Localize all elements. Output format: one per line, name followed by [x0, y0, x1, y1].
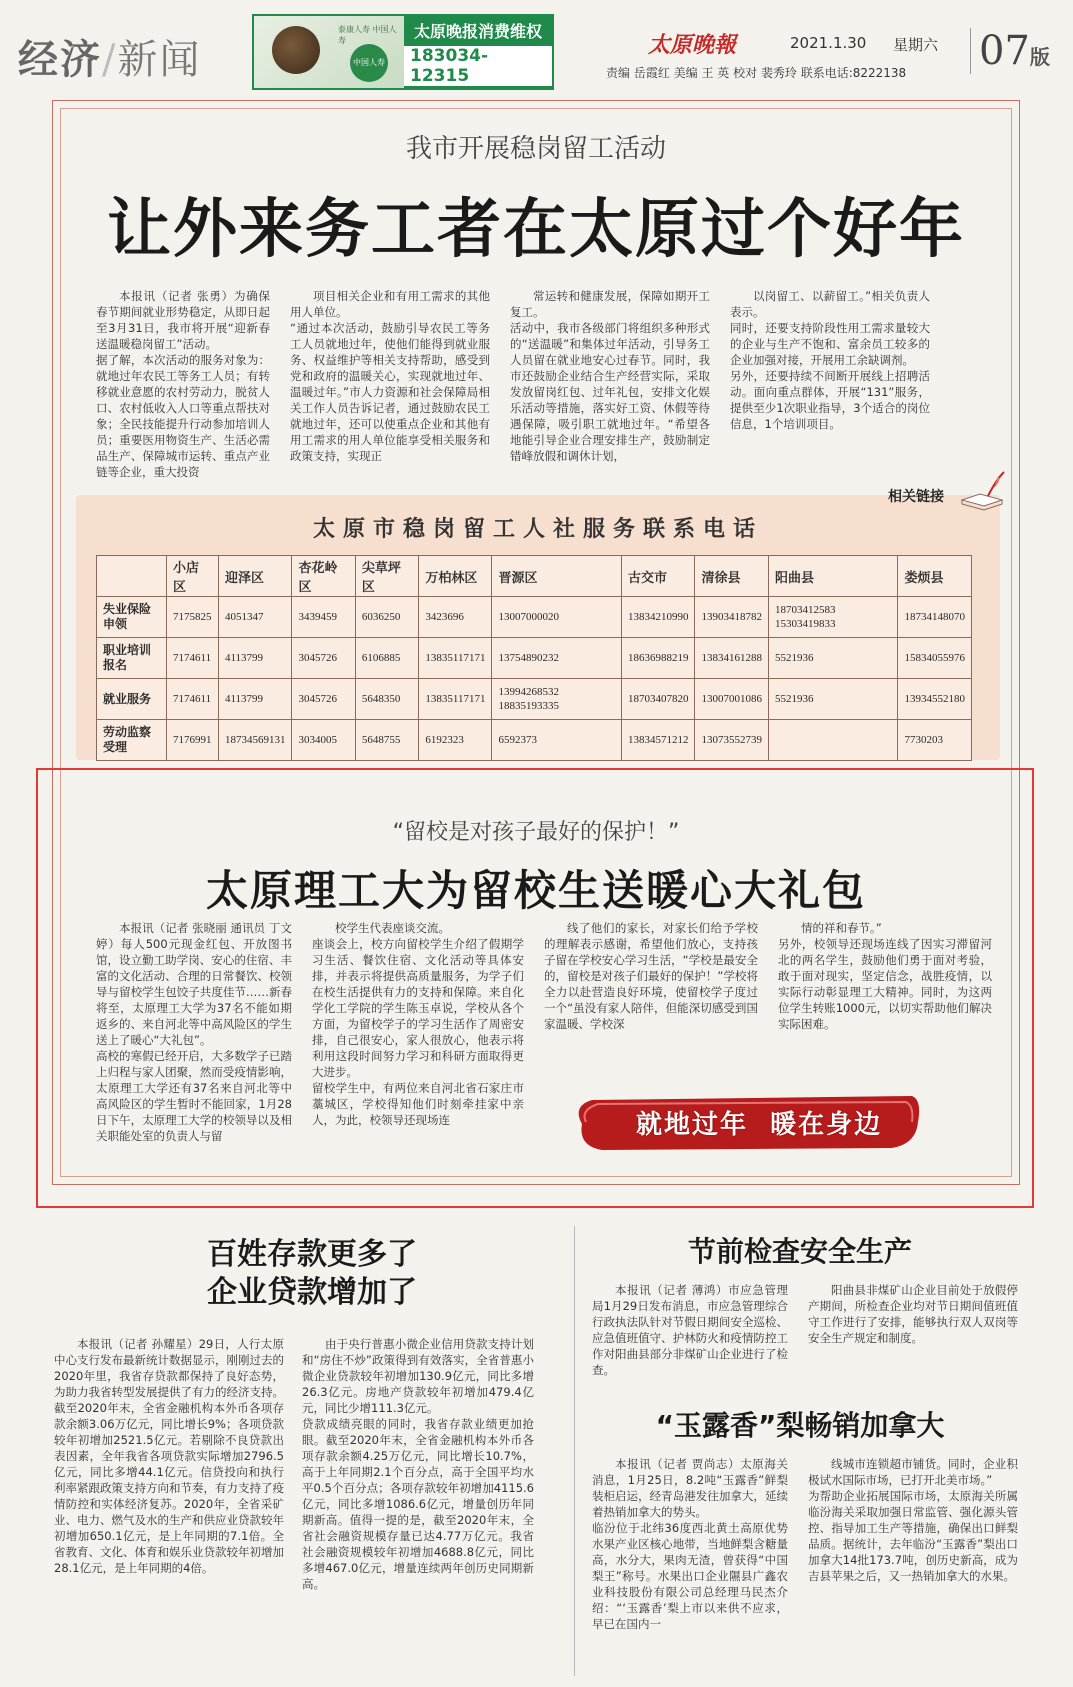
- story5-headline: “玉露香”梨畅销加拿大: [655, 1409, 945, 1442]
- table-header-cell: 小店区: [167, 556, 219, 597]
- table-cell: 3045726: [292, 679, 355, 720]
- table-header-cell: 晋源区: [492, 556, 622, 597]
- table-row-label: 就业服务: [97, 679, 167, 720]
- story5-col2: [808, 1456, 1018, 1681]
- table-header-cell: 阳曲县: [768, 556, 898, 597]
- story3-col1: [54, 1336, 284, 1681]
- ad-text: [404, 16, 552, 88]
- story2-col2: [312, 920, 524, 1160]
- table-cell: 18703412583 15303419833: [768, 597, 898, 638]
- edition-value: 07: [979, 28, 1030, 74]
- table-cell: 13835117171: [419, 679, 492, 720]
- story3-col2-text: 由于央行普惠小微企业信用贷款支持计划和“房住不炒”政策得到有效落实，全省普惠小微企业贷款较年初增加130.9亿元，同比多增26.3亿元。房地产贷款较年初增加479.4亿元，同比少增111.3亿元。 贷款成绩亮眼的同时，我省存款业绩更加抢眼。截至2020年末，全省金融机构本外币各项存款余额4.25万亿元，同比增长10.7%，高于上年同期2.1个百分点，高于全国平均水平0.5个百分点；各项存款较年初增加4115.6亿元，同比多增1086.6亿元，增量创历年同期新高。值得一提的是，截至2020年末，全省社会融资规模存量已达4.77万亿元。我省社会融资规模较年初增加4688.8亿元，同比多增467.0亿元，增量连续两年创历史同期新高。: [302, 1337, 534, 1591]
- table-row: [97, 638, 972, 679]
- story3-col2: [302, 1336, 534, 1681]
- table-cell: 3045726: [292, 638, 355, 679]
- story1-col4-text: 以岗留工、以薪留工。”相关负责人表示。 同时，还要支持阶段性用工需求量较大的企业与生产不饱和、富余员工较多的企业加强对接，开展用工余缺调剂。 另外，还要持续不间断开展线上招聘活动。面向重点群体，开展“131”服务，提供至少1次职业指导，3个适合的岗位信息，1个培训项目。: [730, 289, 930, 431]
- table-cell: 13007000020: [492, 597, 622, 638]
- table-cell: 13073552739: [695, 720, 769, 761]
- table-cell: 7175825: [167, 597, 219, 638]
- table-cell: 5648350: [355, 679, 418, 720]
- issue-weekday: 星期六: [893, 36, 939, 54]
- story1-col2-text: 项目相关企业和有用工需求的其他用人单位。 “通过本次活动，鼓励引导农民工等务工人员就地过年，使他们能得到就业服务、权益维护等相关支持帮助，感受到党和政府的温暖关心，实现就地过年、温暖过年。”市人力资源和社会保障局相关工作人员告诉记者，通过鼓励农民工就地过年，还可以使重点企业和其他有用工需求的用人单位能享受相关服务和政策支持，实现正: [290, 289, 490, 463]
- related-link-tag: 相关链接: [888, 489, 944, 505]
- story2-headline: 太原理工大为留校生送暖心大礼包: [205, 866, 866, 915]
- ad-small-text: 泰康人寿 中国人寿: [338, 25, 397, 45]
- table-header-cell: 迎泽区: [218, 556, 292, 597]
- table-cell: 6106885: [355, 638, 418, 679]
- table-row-label: 职业培训报名: [97, 638, 167, 679]
- story3-headline-line1: 百姓存款更多了: [207, 1237, 417, 1272]
- table-cell: 18734569131: [218, 720, 292, 761]
- table-header-cell: 娄烦县: [898, 556, 972, 597]
- story1-col2: [290, 288, 490, 463]
- table-cell: 13994268532 18835193335: [492, 679, 622, 720]
- table-cell: 13834161288: [695, 638, 769, 679]
- story5-col1: [592, 1456, 788, 1681]
- section-sub: 新闻: [117, 37, 202, 83]
- column-divider: [574, 1226, 575, 1676]
- section-name: 经济/新闻: [18, 36, 202, 83]
- table-cell: 18636988219: [621, 638, 695, 679]
- banner-text: 就地过年 暖在身边: [636, 1110, 883, 1140]
- table-cell: 18734148070: [898, 597, 972, 638]
- table-cell: 13835117171: [419, 638, 492, 679]
- story1-headline: 让外来务工者在太原过个好年: [107, 193, 965, 267]
- story2-col1-text: 本报讯（记者 张晓丽 通讯员 丁文婷）每人500元现金红包、开放图书馆，设立勤工助学岗、安心的住宿、丰富的文化活动、合理的日常餐饮、校领导与留校学生包饺子共度佳节……新春将至，太原理工大学为37名不能如期返乡的、来自河北等中高风险区的学生送上了暖心“大礼包”。 高校的寒假已经开启，大多数学子已踏上归程与家人团聚，然而受疫情影响，太原理工大学还有37名来自河北等中高风险区的学生暂时不能回家，1月28日下午，太原理工大学的校领导以及相关职能处室的负责人与留: [96, 921, 292, 1143]
- story3-col1-text: 本报讯（记者 孙耀星）29日，人行太原中心支行发布最新统计数据显示，刚刚过去的2020年里，我省存贷款都保持了良好态势，为助力我省转型发展提供了有力的经济支持。 截至2020年末，全省金融机构本外币各项存款余额3.06万亿元，同比增长9%；各项贷款较年初增加2521.5亿元。若剔除不良贷款出表因素，全年我省各项贷款实际增加2796.5亿元，同比多增44.1亿元。信贷投向和执行利率紧跟政策支持方向和节奏，有力支持了疫情防控和实体经济复苏。2020年，全省采矿业、电力、燃气及水的生产和供应业贷款较年初增加650.1亿元，是上年同期的7.1倍。全省教育、文化、体育和娱乐业贷款较年初增加28.1亿元，是上年同期的4倍。: [54, 1337, 284, 1575]
- contact-table: [96, 555, 972, 761]
- table-cell: 13934552180: [898, 679, 972, 720]
- table-row-label: 失业保险申领: [97, 597, 167, 638]
- table-cell: 13903418782: [695, 597, 769, 638]
- table-cell: [768, 720, 898, 761]
- table-cell: 3034005: [292, 720, 355, 761]
- section-main: 经济: [18, 36, 102, 83]
- story1-kicker: 我市开展稳岗留工活动: [405, 134, 666, 164]
- story2-col3-text: 线了他们的家长，对家长们给予学校的理解表示感谢，希望他们放心，支持孩子留在学校安心学习生活，“学校是最安全的，留校是对孩子们最好的保护！”学校将全力以赴营造良好环境，使留校学子度过一个“虽没有家人陪伴，但能深切感受到国家温暖、学校深: [544, 921, 758, 1031]
- story2-col2-text: 校学生代表座谈交流。 座谈会上，校方向留校学生介绍了假期学习生活、餐饮住宿、文化活动等具体安排，并表示将提供高质量服务，为学子们在校生活提供有力的支持和保障。来自化学化工学院的学生陈玉卓说，学校从各个方面，为留校学子的学习生活作了周密安排，自己很安心，家人很放心，他表示将利用这段时间努力学习和科研方面取得更大进步。 留校学生中，有两位来自河北省石家庄市藁城区，学校得知他们时刻牵挂家中亲人，为此，校领导还现场连: [312, 921, 524, 1127]
- story2-kicker: “留校是对孩子最好的保护！”: [392, 820, 680, 845]
- table-row: [97, 720, 972, 761]
- story4-col2-text: 阳曲县非煤矿山企业目前处于放假停产期间，所检查企业均对节日期间值班值守工作进行了安排，能够执行双人双岗等安全生产规定和制度。: [808, 1283, 1018, 1345]
- paper-logo: 太原晚報: [648, 32, 737, 58]
- ad-logo-icon: 中国人寿: [350, 44, 388, 82]
- table-row: [97, 679, 972, 720]
- ad-banner[interactable]: [252, 14, 554, 90]
- table-cell: 3423696: [419, 597, 492, 638]
- story2-col1: [96, 920, 292, 1160]
- story3-headline: [52, 1236, 572, 1312]
- table-header-cell: 尖草坪区: [355, 556, 418, 597]
- table-header-row: [97, 556, 972, 597]
- table-cell: 3439459: [292, 597, 355, 638]
- table-cell: 7174611: [167, 638, 219, 679]
- table-header-cell: 古交市: [621, 556, 695, 597]
- story4-col1: [592, 1282, 788, 1382]
- contact-table-title: 太原市稳岗留工人社服务联系电话: [312, 516, 763, 542]
- story1-col1-text: 本报讯（记者 张勇）为确保春节期间就业形势稳定，从即日起至3月31日，我市将开展“迎新春送温暖稳岗留工”活动。 据了解，本次活动的服务对象为：就地过年农民工等务工人员；有转移就业意愿的农村劳动力，脱贫人口、农村低收入人口等重点帮扶对象；全民技能提升行动参加培训人员；重要医用物资生产、生活必需品生产、保障城市运转、重点产业链等企业，重大投资: [96, 289, 270, 479]
- story2-col4: [778, 920, 992, 1080]
- story5-col2-text: 线城市连锁超市铺货。同时，企业积极试水国际市场，已打开北美市场。” 为帮助企业拓展国际市场，太原海关所属临汾海关采取加强日常监管、强化源头管控、指导加工生产等措施，确保出口鲜梨品质。据统计，去年临汾“玉露香”梨出口加拿大14批173.7吨，创历史新高，成为吉县苹果之后，又一热销加拿大的水果。: [808, 1457, 1018, 1583]
- table-cell: 5648755: [355, 720, 418, 761]
- table-cell: 7730203: [898, 720, 972, 761]
- table-cell: 13007001086: [695, 679, 769, 720]
- story4-headline: 节前检查安全生产: [687, 1235, 912, 1268]
- table-cell: 15834055976: [898, 638, 972, 679]
- table-cell: 18703407820: [621, 679, 695, 720]
- credits-line: 责编 岳霞红 美编 王 英 校对 裴秀玲 联系电话:8222138: [606, 66, 907, 80]
- story1-col3: [510, 288, 710, 463]
- issue-date: 2021.1.30: [790, 34, 867, 52]
- table-cell: 7176991: [167, 720, 219, 761]
- story2-col4-text: 情的祥和春节。” 另外，校领导还现场连线了因实习滞留河北的两名学生，鼓励他们勇于面对考验，敢于面对现实，坚定信念，战胜疫情，以实际行动彰显理工大精神。同时，为这两位学生转账1000元，以切实帮助他们解决实际困难。: [778, 921, 992, 1031]
- table-header-cell: 杏花岭区: [292, 556, 355, 597]
- story1-col3-text: 常运转和健康发展，保障如期开工复工。 活动中，我市各级部门将组织多种形式的“送温暖”和集体过年活动，引导务工人员留在就业地安心过春节。同时，我市还鼓励企业结合生产经营实际，采取发放留岗红包、过年礼包，安排文化娱乐活动等措施，落实好工资、休假等待遇保障，吸引职工就地过年。“希望各地能引导企业合理安排生产，鼓励制定错峰放假和调休计划，: [510, 289, 710, 463]
- table-header-cell: 万柏林区: [419, 556, 492, 597]
- table-cell: 4113799: [218, 638, 292, 679]
- story4-col2: [808, 1282, 1018, 1382]
- ad-title: 太原晚报消费维权: [413, 21, 542, 41]
- ad-image: [254, 16, 404, 88]
- table-row-label: 劳动监察受理: [97, 720, 167, 761]
- table-cell: 6592373: [492, 720, 622, 761]
- table-cell: 6192323: [419, 720, 492, 761]
- table-header-cell: [97, 556, 167, 597]
- edition-unit: 版: [1029, 45, 1050, 69]
- table-cell: 6036250: [355, 597, 418, 638]
- table-cell: 4051347: [218, 597, 292, 638]
- table-row: [97, 597, 972, 638]
- ad-phone: 183034-12315: [404, 46, 552, 86]
- table-cell: 13834571212: [621, 720, 695, 761]
- table-header-cell: 清徐县: [695, 556, 769, 597]
- table-cell: 13834210990: [621, 597, 695, 638]
- ad-photo-icon: [272, 26, 320, 74]
- story3-headline-line2: 企业贷款增加了: [207, 1275, 417, 1310]
- story5-col1-text: 本报讯（记者 贾尚志）太原海关消息，1月25日，8.2吨“玉露香”鲜梨装柜启运，经青岛港发往加拿大，延续着热销加拿大的势头。 临汾位于北纬36度西北黄土高原优势水果产业区核心地带，当地鲜梨含糖量高，水分大，果肉无渣，曾获得“中国梨王”称号。水果出口企业隰县广鑫农业科技股份有限公司总经理马民杰介绍：“‘玉露香’梨上市以来供不应求，早已在国内一: [592, 1457, 788, 1631]
- book-quill-icon: [958, 470, 1006, 510]
- table-cell: 7174611: [167, 679, 219, 720]
- table-cell: 4113799: [218, 679, 292, 720]
- table-cell: 5521936: [768, 679, 898, 720]
- table-cell: 13754890232: [492, 638, 622, 679]
- story4-col1-text: 本报讯（记者 薄鸿）市应急管理局1月29日发布消息，市应急管理综合行政执法队针对节假日期间安全巡检、应急值班值守、护林防火和疫情防控工作对阳曲县部分非煤矿山企业进行了检查。: [592, 1283, 788, 1377]
- story1-col1: [96, 288, 270, 479]
- story1-col4: [730, 288, 930, 458]
- table-cell: 5521936: [768, 638, 898, 679]
- edition-number: [970, 28, 1050, 74]
- story2-col3: [544, 920, 758, 1080]
